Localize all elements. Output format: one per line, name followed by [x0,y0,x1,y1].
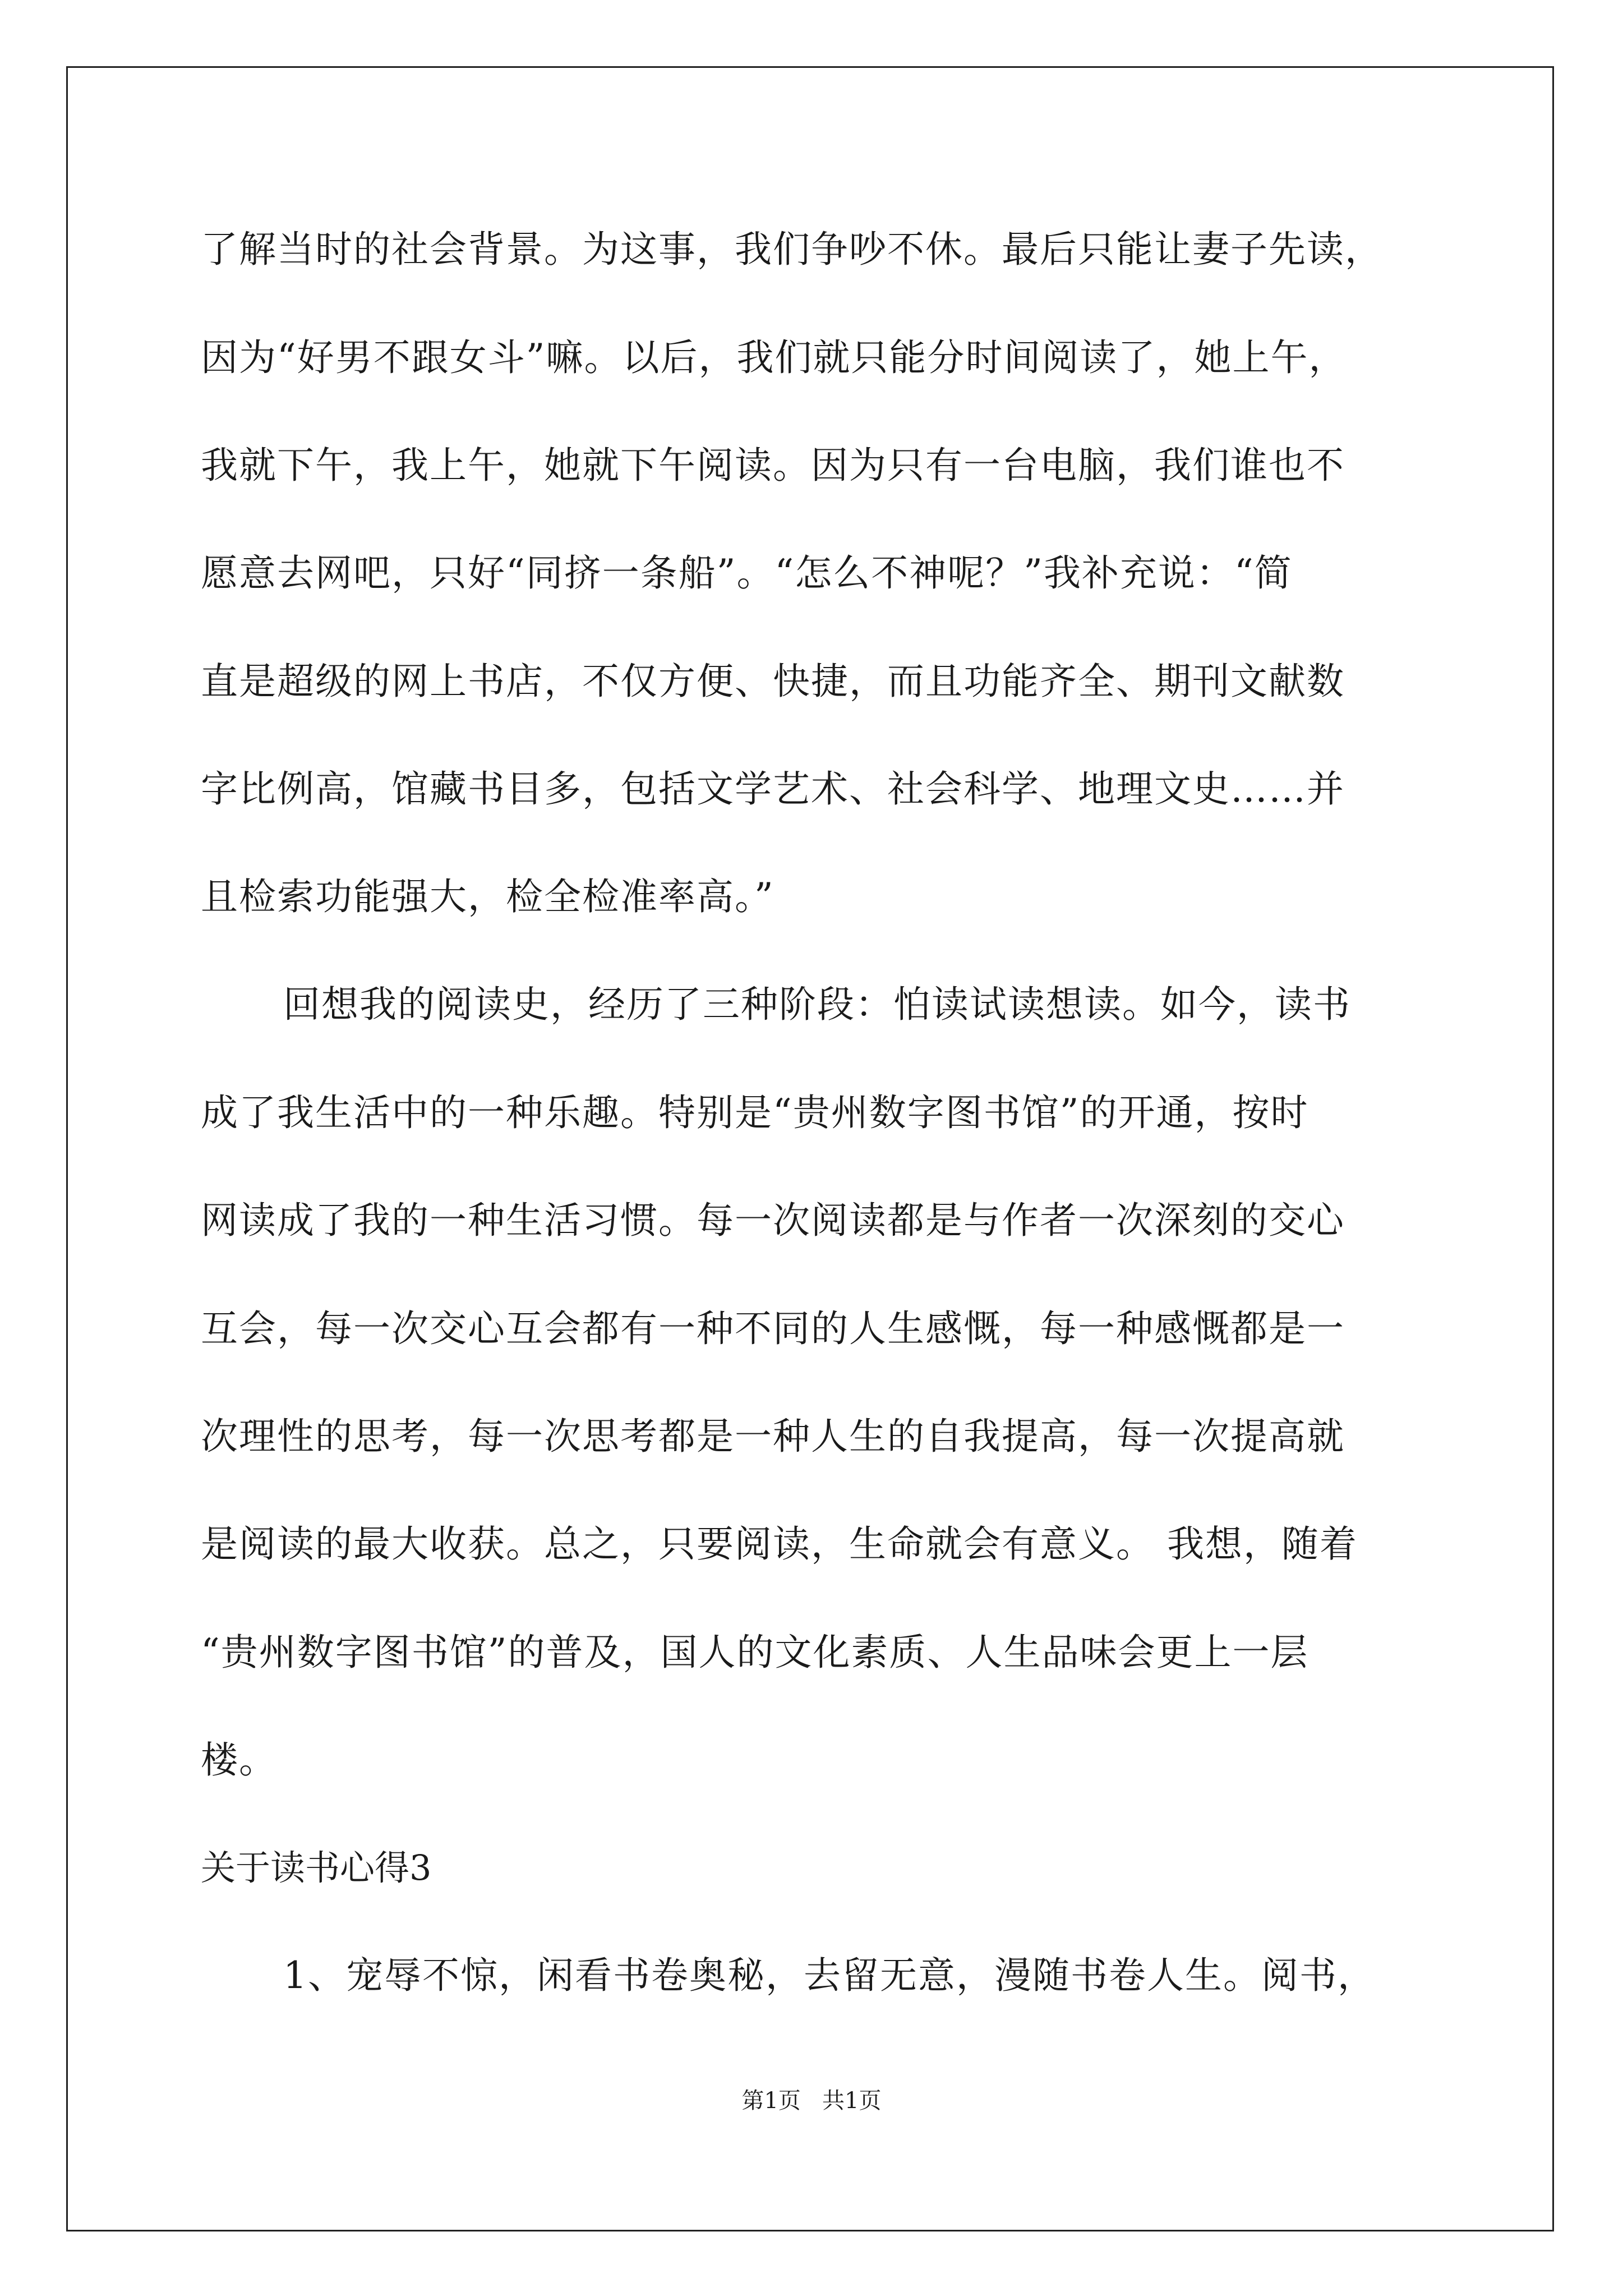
section-title: 关于读书心得3 [201,1847,432,1888]
page-border [66,66,1554,2231]
text-line: 因为“好男不跟女斗”嘛。以后，我们就只能分时间阅读了，她上午， [201,336,1347,379]
text-line: 且检索功能强大，检全检准率高。” [201,875,774,918]
text-line: 了解当时的社会背景。为这事，我们争吵不休。最后只能让妻子先读， [201,228,1383,271]
text-line: 我就下午，我上午，她就下午阅读。因为只有一台电脑，我们谁也不 [201,444,1345,487]
paragraph-first-line: 1、宠辱不惊，闲看书卷奥秘，去留无意，漫随书卷人生。阅书， [283,1954,1376,1997]
text-line: 楼。 [201,1738,277,1782]
text-line: 次理性的思考，每一次思考都是一种人生的自我提高，每一次提高就 [201,1415,1345,1458]
text-line: 字比例高，馆藏书目多，包括文学艺术、社会科学、地理文史……并 [201,767,1345,811]
paragraph-first-line: 回想我的阅读史，经历了三种阶段：怕读试读想读。如今，读书 [283,983,1351,1026]
text-line: 互会，每一次交心互会都有一种不同的人生感慨，每一种感慨都是一 [201,1307,1345,1350]
text-line: 愿意去网吧，只好“同挤一条船”。“怎么不神呢？”我补充说：“简 [201,551,1293,595]
text-line: 网读成了我的一种生活习惯。每一次阅读都是与作者一次深刻的交心 [201,1199,1345,1242]
text-line: “贵州数字图书馆”的普及，国人的文化素质、人生品味会更上一层 [201,1631,1309,1674]
text-line: 直是超级的网上书店，不仅方便、快捷，而且功能齐全、期刊文献数 [201,660,1345,703]
text-line: 是阅读的最大收获。总之，只要阅读，生命就会有意义。 我想，随着 [201,1522,1358,1566]
page-footer: 第1页 共1页 [741,2088,882,2114]
text-line: 成了我生活中的一种乐趣。特别是“贵州数字图书馆”的开通，按时 [201,1091,1309,1134]
